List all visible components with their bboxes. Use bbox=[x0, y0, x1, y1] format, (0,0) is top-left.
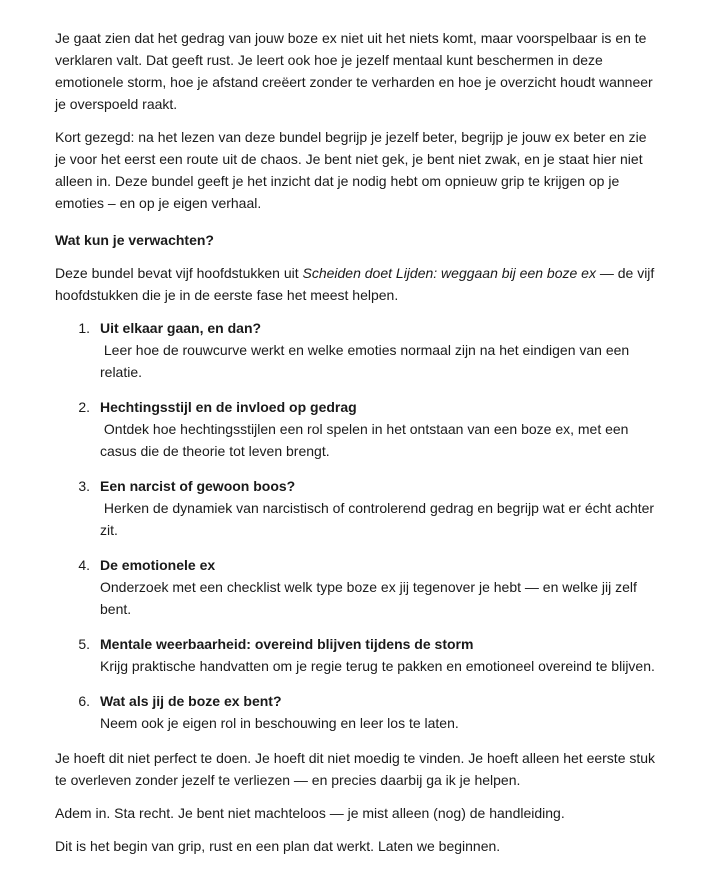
chapter-number: 2. bbox=[78, 399, 90, 415]
chapter-description: Krijg praktische handvatten om je regie terug te pakken en emotioneel overeind te blijven. bbox=[100, 658, 655, 674]
chapter-list bbox=[55, 317, 660, 734]
chapter-body bbox=[100, 690, 660, 734]
intro-paragraph-1: Je gaat zien dat het gedrag van jouw boze ex niet uit het niets komt, maar voorspelbaar is en te verklaren valt. Dat geeft rust. Je leert ook hoe je jezelf mentaal kunt beschermen in deze emotionele storm, hoe je afstand creëert zonder te verharden en hoe je overzicht houdt wanneer je overspoeld raakt. bbox=[55, 30, 653, 112]
chapter-body bbox=[100, 554, 660, 620]
chapter-body bbox=[100, 475, 660, 541]
bundle-intro-before: Deze bundel bevat vijf hoofdstukken uit bbox=[55, 265, 303, 281]
chapter-number: 6. bbox=[78, 693, 90, 709]
chapter-title: Wat als jij de boze ex bent? bbox=[100, 693, 282, 709]
chapter-item-1 bbox=[55, 317, 660, 383]
bundle-intro-after: — de vijf hoofdstukken die je in de eerste fase het meest helpen. bbox=[55, 265, 655, 303]
closing-paragraph-1: Je hoeft dit niet perfect te doen. Je hoeft dit niet moedig te vinden. Je hoeft alleen het eerste stuk te overleven zonder jezelf te verliezen — en precies daarbij ga ik je helpen. bbox=[55, 750, 656, 788]
chapter-item-3 bbox=[55, 475, 660, 541]
chapter-number: 5. bbox=[78, 636, 90, 652]
chapter-description: Onderzoek met een checklist welk type boze ex jij tegenover je hebt — en welke jij zelf bent. bbox=[100, 579, 637, 617]
chapter-item-4 bbox=[55, 554, 660, 620]
chapter-title: Hechtingsstijl en de invloed op gedrag bbox=[100, 399, 357, 415]
chapter-title: Uit elkaar gaan, en dan? bbox=[100, 320, 262, 336]
chapter-description: Ontdek hoe hechtingsstijlen een rol spelen in het ontstaan van een boze ex, met een casus die de theorie tot leven brengt. bbox=[100, 421, 629, 459]
intro-paragraph-2: Kort gezegd: na het lezen van deze bundel begrijp je jezelf beter, begrijp je jouw ex beter en zie je voor het eerst een route uit de chaos. Je bent niet gek, je bent niet zwak, en je staat hier niet alleen in. Deze bundel geeft je het inzicht dat je nodig hebt om opnieuw grip te krijgen op je emoties – en op je eigen verhaal. bbox=[55, 129, 647, 211]
chapter-number: 4. bbox=[78, 557, 90, 573]
closing-paragraph-2: Adem in. Sta recht. Je bent niet machteloos — je mist alleen (nog) de handleiding. bbox=[55, 805, 565, 821]
section-heading: Wat kun je verwachten? bbox=[55, 232, 214, 248]
chapter-body bbox=[100, 396, 660, 462]
chapter-title: Mentale weerbaarheid: overeind blijven tijdens de storm bbox=[100, 636, 474, 652]
chapter-title: De emotionele ex bbox=[100, 557, 216, 573]
chapter-item-5 bbox=[55, 633, 660, 677]
bundle-intro-paragraph bbox=[55, 262, 660, 306]
chapter-item-2 bbox=[55, 396, 660, 462]
chapter-title: Een narcist of gewoon boos? bbox=[100, 478, 296, 494]
chapter-body bbox=[100, 317, 660, 383]
chapter-number: 1. bbox=[78, 320, 90, 336]
chapter-description: Leer hoe de rouwcurve werkt en welke emoties normaal zijn na het eindigen van een relatie. bbox=[100, 342, 630, 380]
chapter-description: Neem ook je eigen rol in beschouwing en leer los te laten. bbox=[100, 715, 459, 731]
closing-paragraph-3: Dit is het begin van grip, rust en een plan dat werkt. Laten we beginnen. bbox=[55, 838, 501, 854]
chapter-item-6 bbox=[55, 690, 660, 734]
chapter-description: Herken de dynamiek van narcistisch of controlerend gedrag en begrijp wat er écht achter zit. bbox=[100, 500, 655, 538]
book-title: Scheiden doet Lijden: weggaan bij een boze ex bbox=[302, 265, 596, 281]
chapter-body bbox=[100, 633, 660, 677]
chapter-number: 3. bbox=[78, 478, 90, 494]
